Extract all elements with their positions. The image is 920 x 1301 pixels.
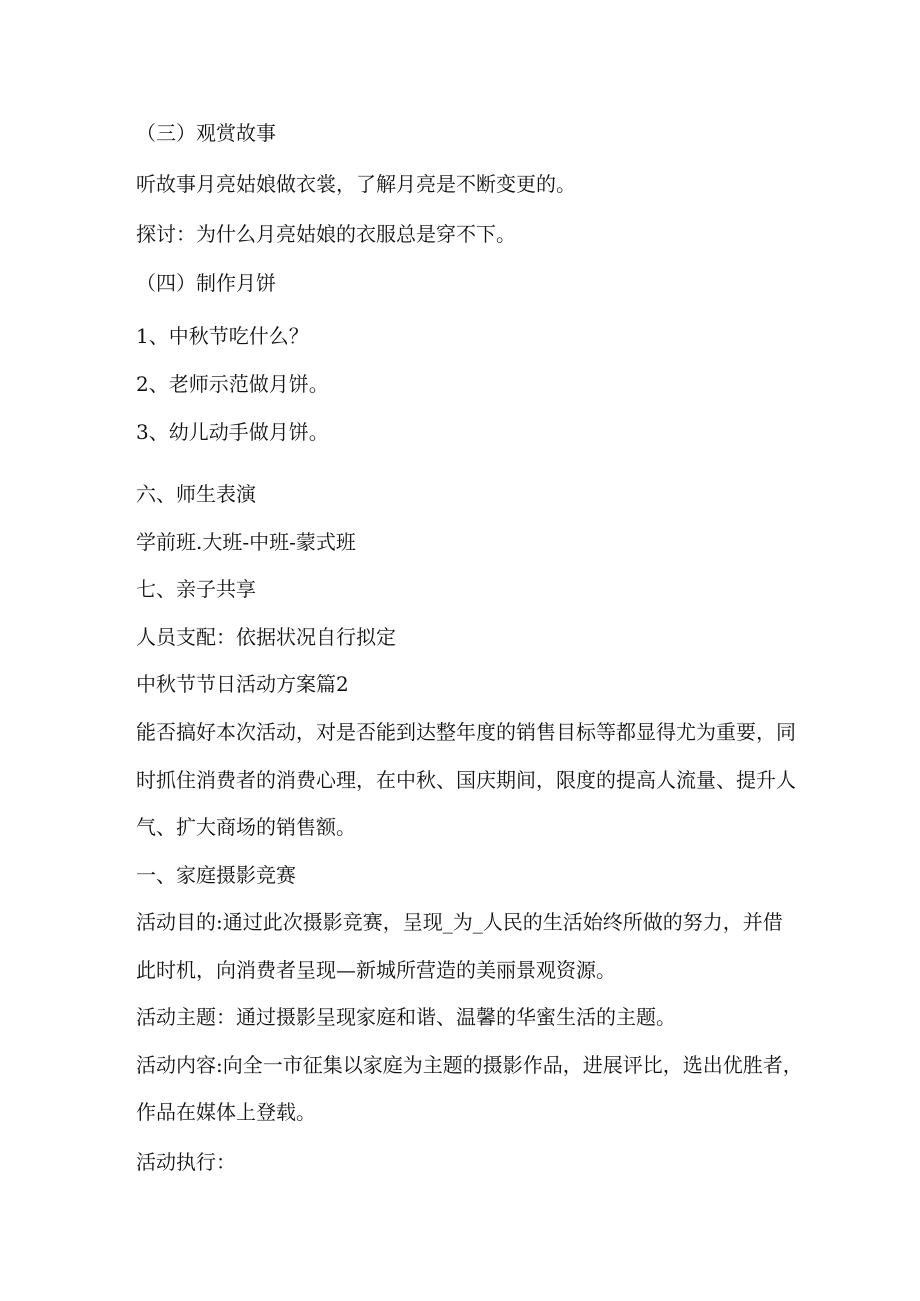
heading-photo-contest: 一、家庭摄影竞赛 [136,863,296,887]
heading-make-mooncakes: （四）制作月饼 [136,271,276,295]
paragraph-execution: 活动执行： [136,1150,236,1174]
paragraph-intro-line-3: 气、扩大商场的销售额。 [136,815,356,839]
list-item-2: 2、老师示范做月饼。 [136,372,329,396]
paragraph-purpose-line-1: 活动目的:通过此次摄影竞赛，呈现_为_人民的生活始终所做的努力，并借 [136,910,783,934]
heading-parent-child: 七、亲子共享 [136,577,256,601]
paragraph-intro-line-1: 能否搞好本次活动，对是否能到达整年度的销售目标等都显得尤为重要，同 [136,720,796,744]
paragraph-purpose-line-2: 此时机，向消费者呈现—新城所营造的美丽景观资源。 [136,958,616,982]
heading-performance: 六、师生表演 [136,482,256,506]
paragraph-content-line-1: 活动内容:向全一市征集以家庭为主题的摄影作品，进展评比，选出优胜者， [136,1053,803,1077]
paragraph-listen-story: 听故事月亮姑娘做衣裳，了解月亮是不断变更的。 [136,172,576,196]
paragraph-theme: 活动主题：通过摄影呈现家庭和谐、温馨的华蜜生活的主题。 [136,1005,676,1029]
paragraph-discussion: 探讨：为什么月亮姑娘的衣服总是穿不下。 [136,222,516,246]
list-item-1: 1、中秋节吃什么？ [136,324,309,348]
paragraph-intro-line-2: 时抓住消费者的消费心理，在中秋、国庆期间，限度的提高人流量、提升人 [136,768,796,792]
paragraph-content-line-2: 作品在媒体上登载。 [136,1100,316,1124]
section-title-plan-2: 中秋节节日活动方案篇2 [136,672,349,696]
paragraph-classes: 学前班.大班-中班-蒙式班 [136,530,356,554]
paragraph-staffing: 人员支配：依据状况自行拟定 [136,625,396,649]
list-item-3: 3、幼儿动手做月饼。 [136,420,329,444]
heading-watch-story: （三）观赏故事 [136,121,276,145]
